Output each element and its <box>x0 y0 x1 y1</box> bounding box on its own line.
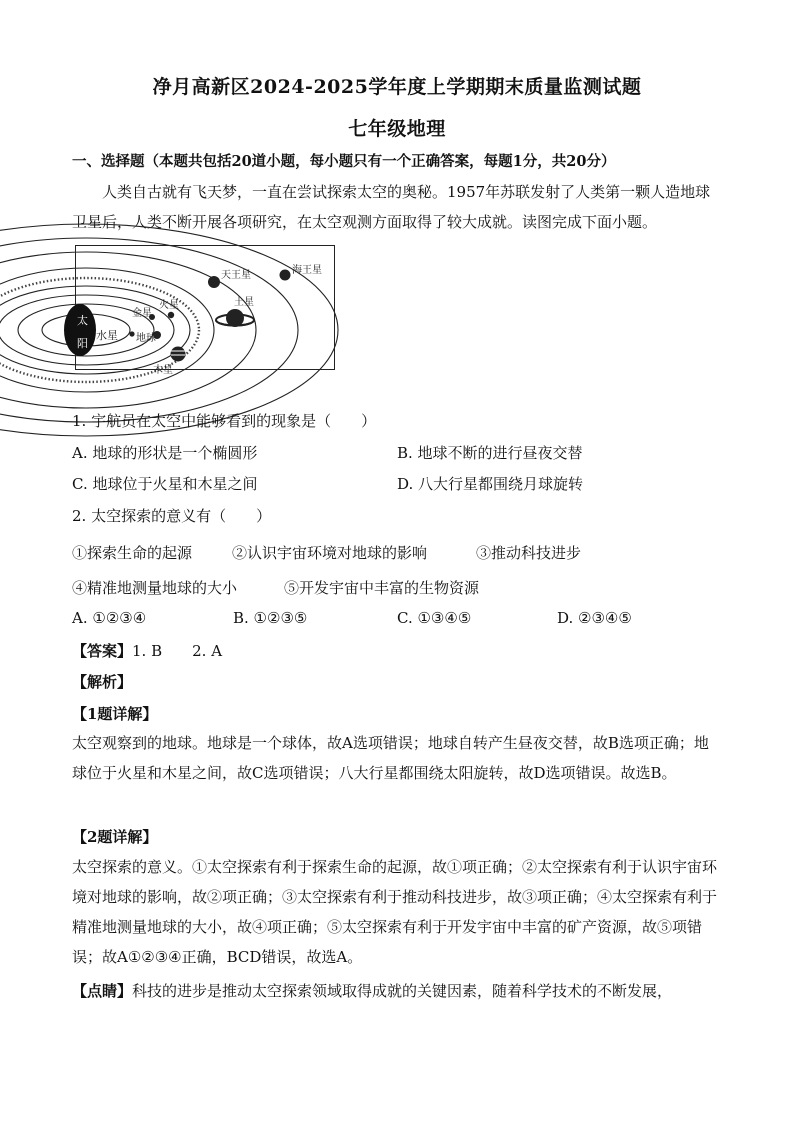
solar-system-figure <box>75 245 335 376</box>
saturn-label: 土星 <box>234 297 254 308</box>
q2-option-d: D. ②③④⑤ <box>557 609 632 627</box>
q1-option-c: C. 地球位于火星和木星之间 <box>72 475 258 493</box>
solar-system-diagram <box>76 246 334 376</box>
q2-option-b: B. ①②③⑤ <box>233 609 308 627</box>
q1-option-b: B. 地球不断的进行昼夜交替 <box>397 444 583 462</box>
exam-title: 净月高新区2024-2025学年度上学期期末质量监测试题 <box>152 76 642 98</box>
q1-detail-label: 【1题详解】 <box>72 705 158 723</box>
answer-line <box>72 640 732 661</box>
q2-item-1: ①探索生命的起源 <box>72 544 193 562</box>
jupiter-label: 木星 <box>153 365 173 376</box>
mercury-icon <box>129 331 134 336</box>
sun-label-2: 阳 <box>77 337 88 350</box>
tip-text: 科技的进步是推动太空探索领域取得成就的关键因素，随着科学技术的不断发展， <box>132 982 673 1000</box>
q2-item-4: ④精准地测量地球的大小 <box>72 579 238 597</box>
q1-detail: 太空观察到的地球。地球是一个球体，故A选项错误；地球自转产生昼夜交替，故B选项正确；地球位于火星和木星之间，故C选项错误；八大行星都围绕太阳旋转，故D选项错误。故选B。 <box>72 734 709 782</box>
saturn-icon <box>216 309 254 327</box>
mars-label: 火星 <box>159 300 179 311</box>
q2-detail: 太空探索的意义。①太空探索有利于探索生命的起源，故①项正确；②太空探索有利于认识宇宙环境对地球的影响，故②项正确；③太空探索有利于推动科技进步，故③项正确；④太空探索有利于精准地测量地球的大小，故④项正确；⑤太空探索有利于开发宇宙中丰富的矿产资源，故⑤项错误；故A①②③④正确，BCD错误，故选A。 <box>72 858 718 966</box>
answer-text: 1. B 2. A <box>132 642 223 660</box>
sun-label-1: 太 <box>77 314 88 327</box>
q2-stem: 2. 太空探索的意义有（ ） <box>72 507 272 525</box>
exam-subtitle: 七年级地理 <box>348 118 446 140</box>
q1-option-a: A. 地球的形状是一个椭圆形 <box>72 444 258 462</box>
intro-paragraph: 人类自古就有飞天梦，一直在尝试探索太空的奥秘。1957年苏联发射了人类第一颗人造地球卫星后，人类不断开展各项研究，在太空观测方面取得了较大成就。读图完成下面小题。 <box>72 183 711 231</box>
venus-label: 金星 <box>132 308 152 319</box>
section-heading: 一、选择题（本题共包括20道小题，每小题只有一个正确答案，每题1分，共20分） <box>72 153 616 170</box>
tip-label: 【点睛】 <box>72 982 133 1000</box>
q1-stem: 1. 宇航员在太空中能够看到的现象是（ ） <box>72 412 377 430</box>
q2-item-2: ②认识宇宙环境对地球的影响 <box>232 544 428 562</box>
q2-option-a: A. ①②③④ <box>72 609 147 627</box>
mercury-label: 水星 <box>96 329 118 342</box>
tip-paragraph <box>72 976 722 1006</box>
earth-label: 地球 <box>136 333 156 344</box>
answer-label: 【答案】 <box>72 642 133 660</box>
jupiter-icon <box>171 347 186 362</box>
uranus-label: 天王星 <box>221 270 251 281</box>
analysis-label: 【解析】 <box>72 673 133 691</box>
q2-item-3: ③推动科技进步 <box>476 544 582 562</box>
q2-detail-label: 【2题详解】 <box>72 828 158 846</box>
q1-option-d: D. 八大行星都围绕月球旋转 <box>397 475 584 493</box>
neptune-icon <box>280 270 291 281</box>
uranus-icon <box>208 276 220 288</box>
q2-item-5: ⑤开发宇宙中丰富的生物资源 <box>284 579 480 597</box>
neptune-label: 海王星 <box>292 265 322 276</box>
q2-option-c: C. ①③④⑤ <box>397 609 472 627</box>
mars-icon <box>168 312 174 318</box>
